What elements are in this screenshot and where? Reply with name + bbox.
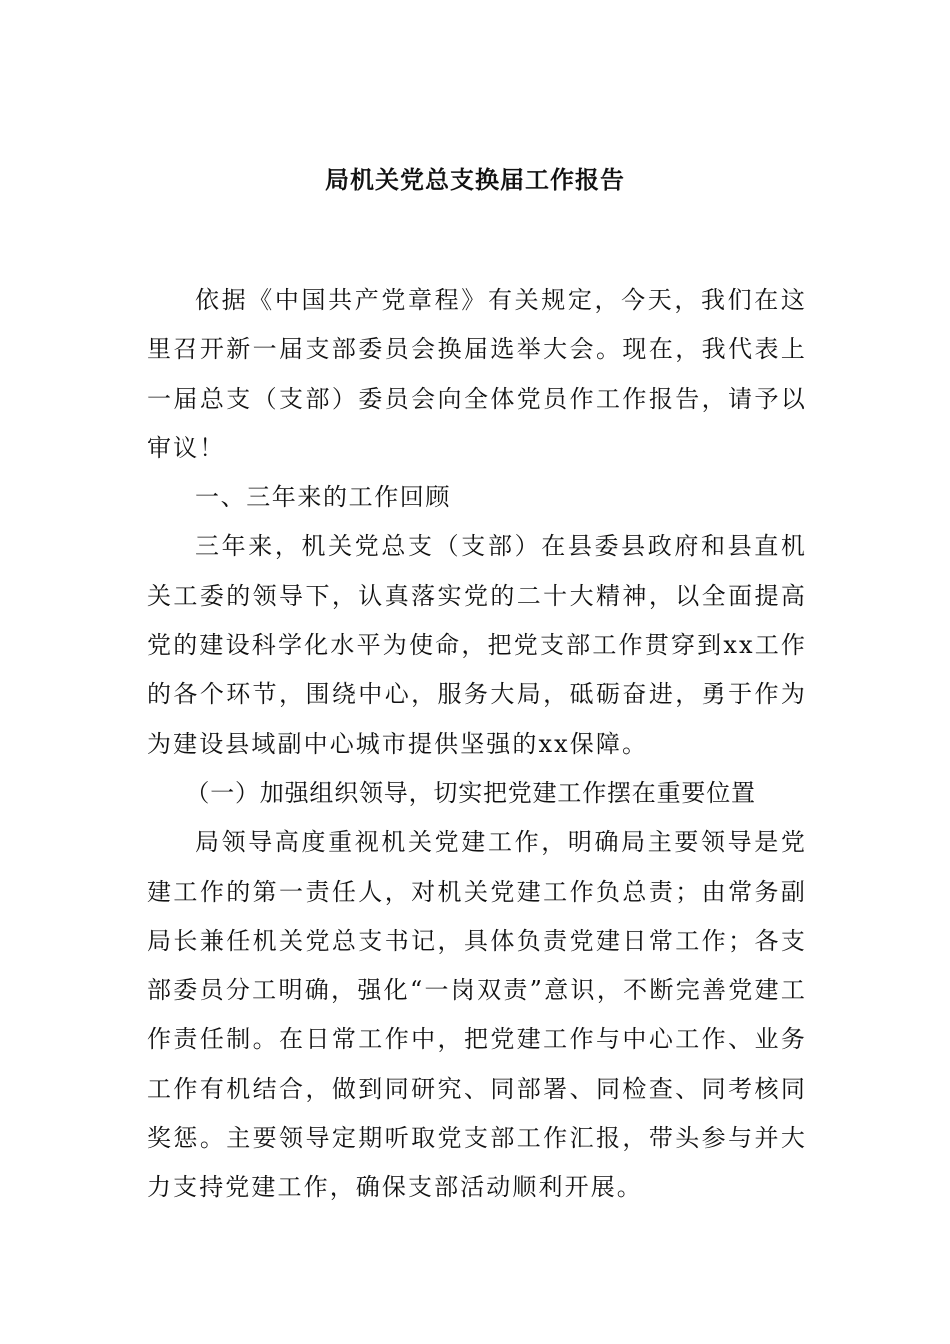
paragraph-review-summary: 三年来，机关党总支（支部）在县委县政府和县直机关工委的领导下，认真落实党的二十大精神，以全面提高党的建设科学化水平为使命，把党支部工作贯穿到xx工作的各个环节，围绕中心，服务大局，砥砺奋进，勇于作为为建设县域副中心城市提供坚强的xx保障。	[147, 532, 807, 758]
document-body	[147, 276, 807, 1213]
paragraph-leadership: 局领导高度重视机关党建工作，明确局主要领导是党建工作的第一责任人，对机关党建工作负总责；由常务副局长兼任机关党总支书记，具体负责党建日常工作；各支部委员分工明确，强化“一岗双责”意识，不断完善党建工作责任制。在日常工作中，把党建工作与中心工作、业务工作有机结合，做到同研究、同部署、同检查、同考核同奖惩。主要领导定期听取党支部工作汇报，带头参与并大力支持党建工作，确保支部活动顺利开展。	[147, 828, 807, 1202]
paragraph-intro: 依据《中国共产党章程》有关规定，今天，我们在这里召开新一届支部委员会换届选举大会。现在，我代表上一届总支（支部）委员会向全体党员作工作报告，请予以审议！	[147, 286, 807, 462]
document-title: 局机关党总支换届工作报告	[325, 165, 625, 194]
subsection-heading-leadership: （一）加强组织领导，切实把党建工作摆在重要位置	[185, 778, 756, 807]
section-heading-review: 一、三年来的工作回顾	[195, 483, 451, 512]
